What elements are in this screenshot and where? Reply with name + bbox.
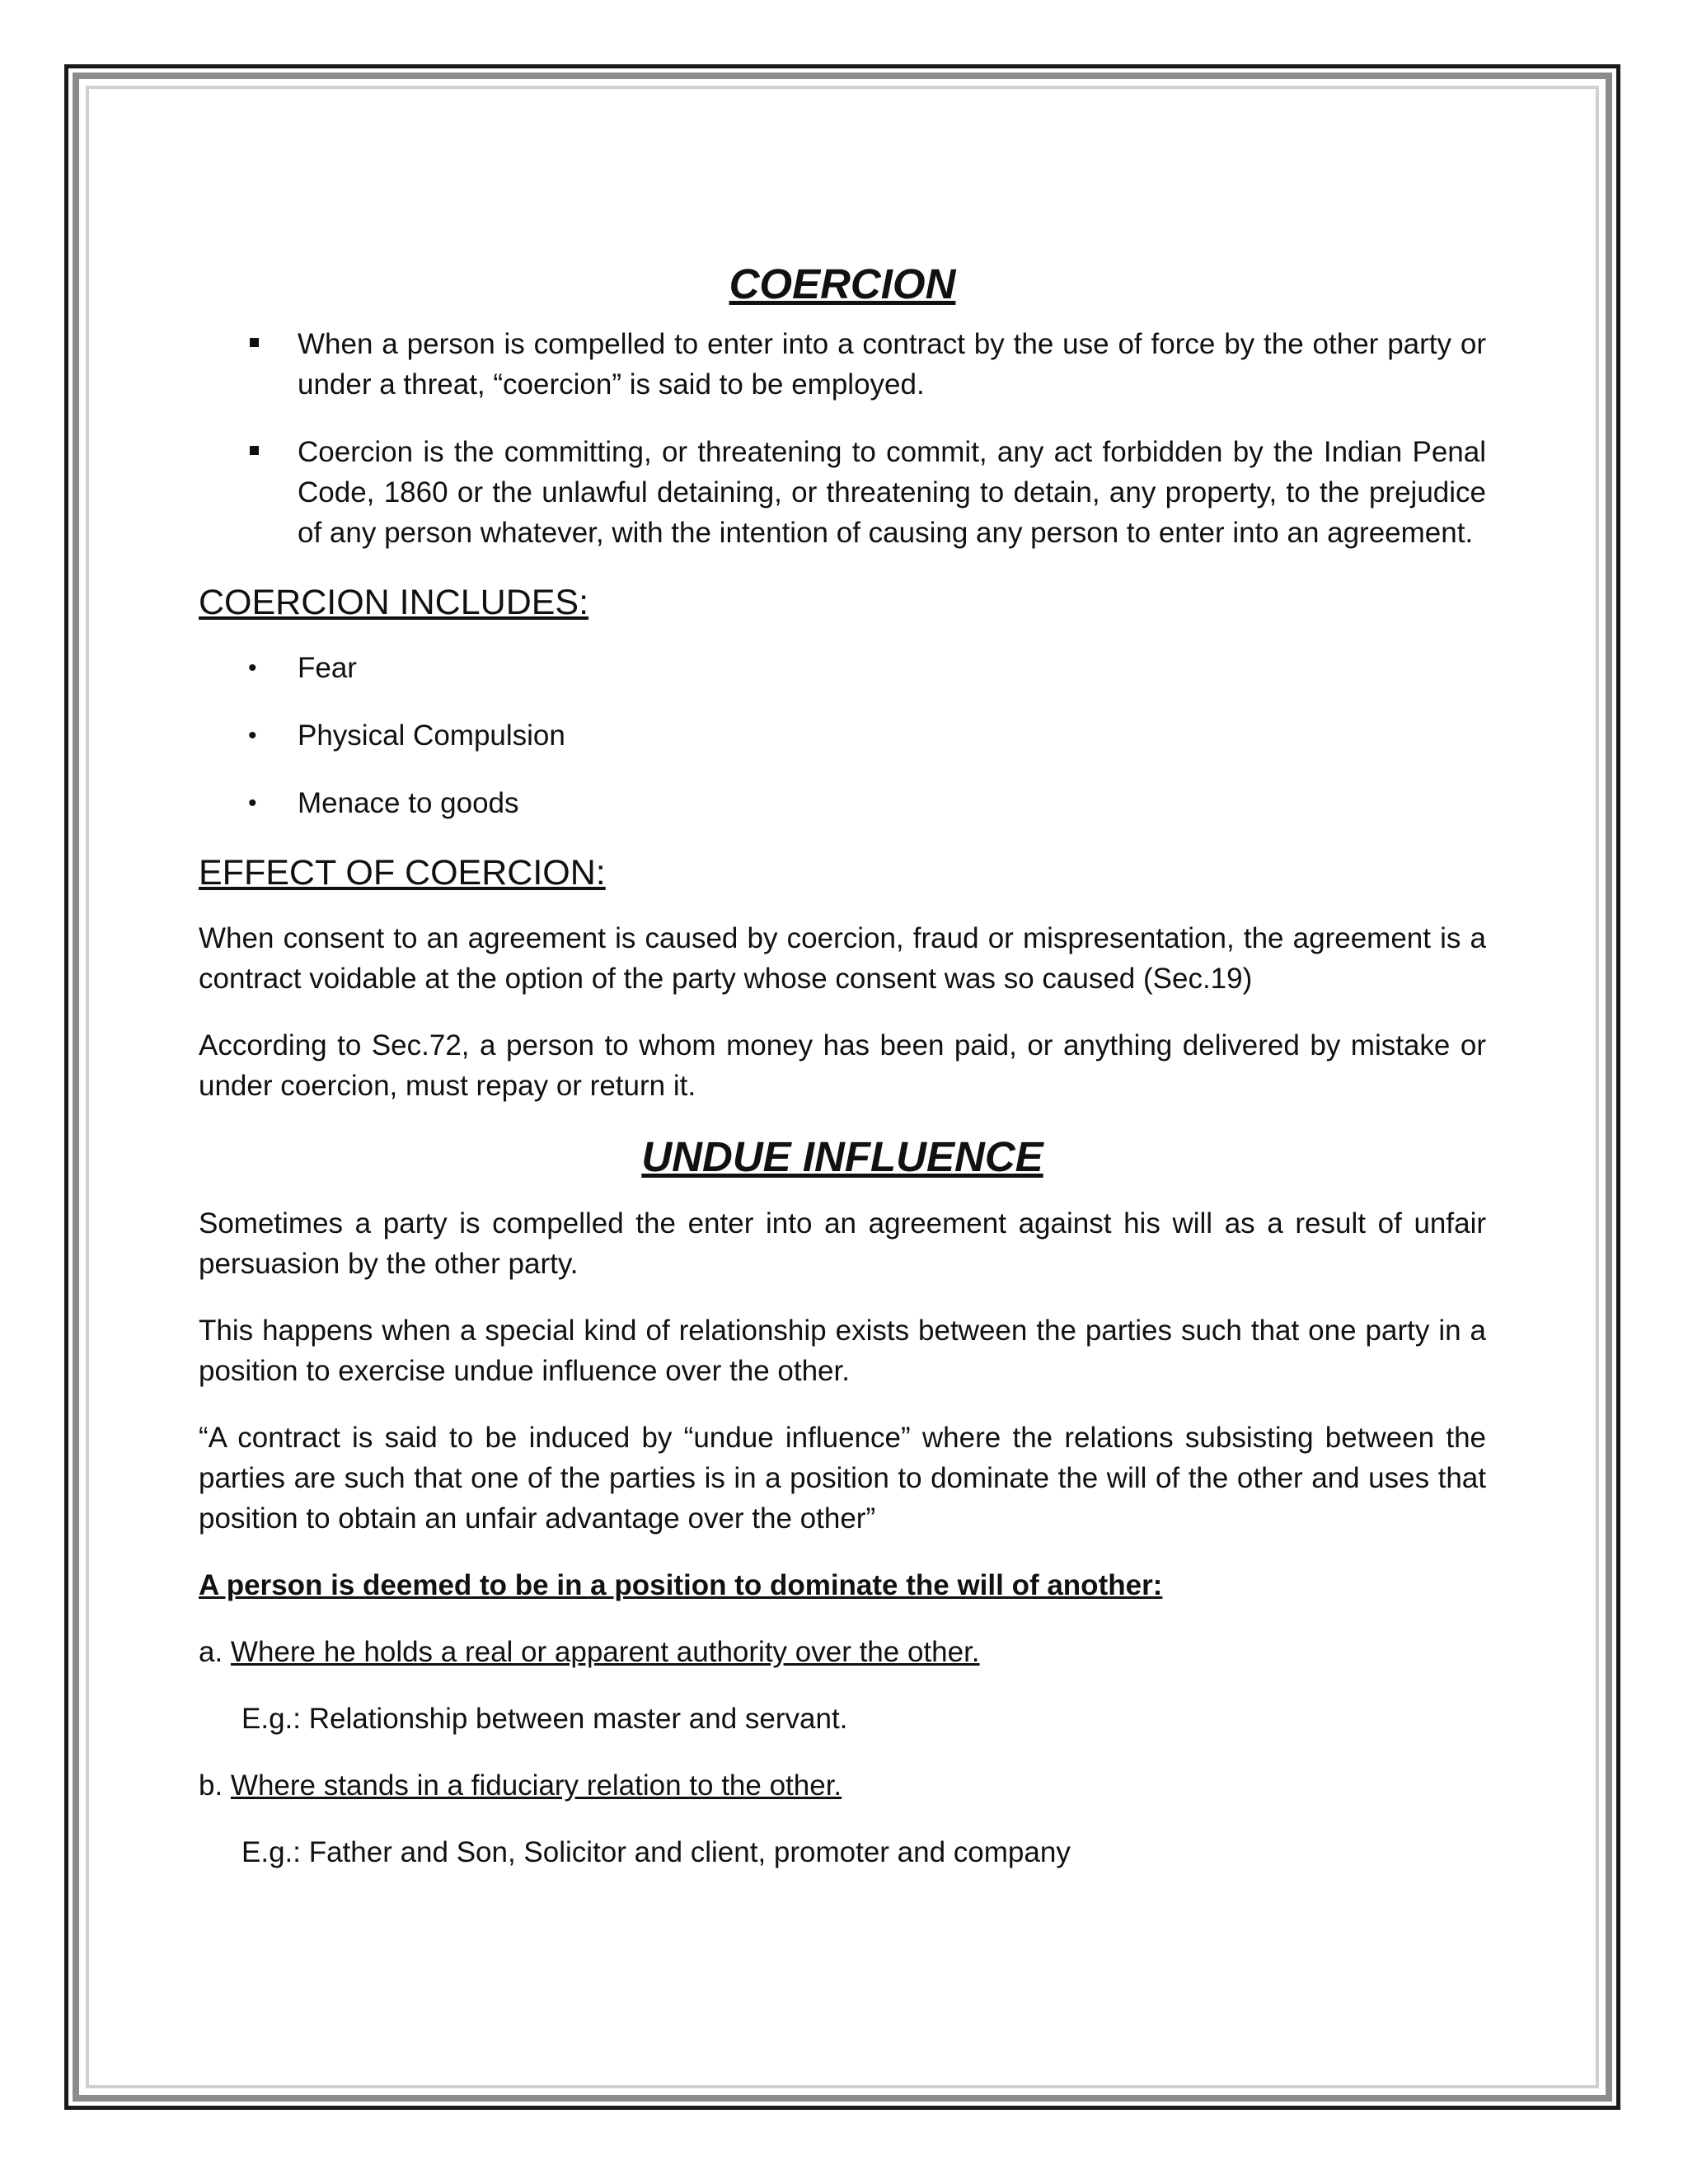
list-item: [199, 648, 1486, 688]
effect-of-coercion-heading: EFFECT OF COERCION:: [199, 853, 606, 893]
coercion-title: COERCION: [729, 260, 956, 307]
list-item-text: Fear: [298, 652, 357, 684]
coercion-point: [199, 324, 1486, 405]
bullet-icon: •: [248, 790, 257, 817]
coercion-point: [199, 432, 1486, 553]
bullet-icon: •: [248, 654, 257, 682]
undue-influence-title: UNDUE INFLUENCE: [641, 1133, 1043, 1180]
undue-paragraph: “A contract is said to be induced by “undue influence” where the relations subsisting between the parties are such that one of the parties is in a position to dominate the will of the other and uses that position to obtain an unfair advantage over the other”: [199, 1422, 1486, 1535]
bullet-icon: •: [248, 722, 257, 749]
case-text: Where he holds a real or apparent authority over the other.: [230, 1636, 980, 1668]
undue-paragraph: Sometimes a party is compelled the enter into an agreement against his will as a result of unfair persuasion by the other party.: [199, 1207, 1486, 1280]
case-item: [199, 1765, 1486, 1806]
case-prefix: a.: [199, 1636, 231, 1668]
coercion-includes-list: [199, 648, 1486, 823]
list-item: [199, 715, 1486, 756]
list-item: [199, 783, 1486, 823]
coercion-includes-heading: COERCION INCLUDES:: [199, 583, 589, 622]
effect-paragraph: According to Sec.72, a person to whom money has been paid, or anything delivered by mistake or under coercion, must repay or return it.: [199, 1029, 1486, 1102]
list-item-text: Menace to goods: [298, 787, 519, 819]
coercion-point-text: Coercion is the committing, or threatening to commit, any act forbidden by the Indian Penal Code, 1860 or the unlawful detaining, or threatening to detain, any property, to the prejudice of any person whatever, with the intention of causing any person to enter into an agreement.: [298, 436, 1486, 549]
case-item: [199, 1632, 1486, 1672]
case-example: E.g.: Father and Son, Solicitor and client, promoter and company: [241, 1836, 1071, 1868]
dominate-heading: A person is deemed to be in a position to dominate the will of another:: [199, 1569, 1163, 1601]
list-item-text: Physical Compulsion: [298, 719, 565, 752]
case-text: Where stands in a fiduciary relation to the other.: [230, 1769, 842, 1802]
case-prefix: b.: [199, 1769, 231, 1802]
effect-paragraph: When consent to an agreement is caused by coercion, fraud or mispresentation, the agreement is a contract voidable at the option of the party whose consent was so caused (Sec.19): [199, 922, 1486, 995]
case-example: E.g.: Relationship between master and servant.: [241, 1703, 848, 1735]
coercion-points: [199, 324, 1486, 553]
coercion-point-text: When a person is compelled to enter into a contract by the use of force by the other party or under a threat, “coercion” is said to be employed.: [298, 328, 1486, 401]
square-bullet-icon: [250, 446, 259, 455]
undue-paragraph: This happens when a special kind of relationship exists between the parties such that one party in a position to exercise undue influence over the other.: [199, 1315, 1486, 1387]
document-body: [199, 260, 1486, 1899]
square-bullet-icon: [250, 338, 259, 347]
